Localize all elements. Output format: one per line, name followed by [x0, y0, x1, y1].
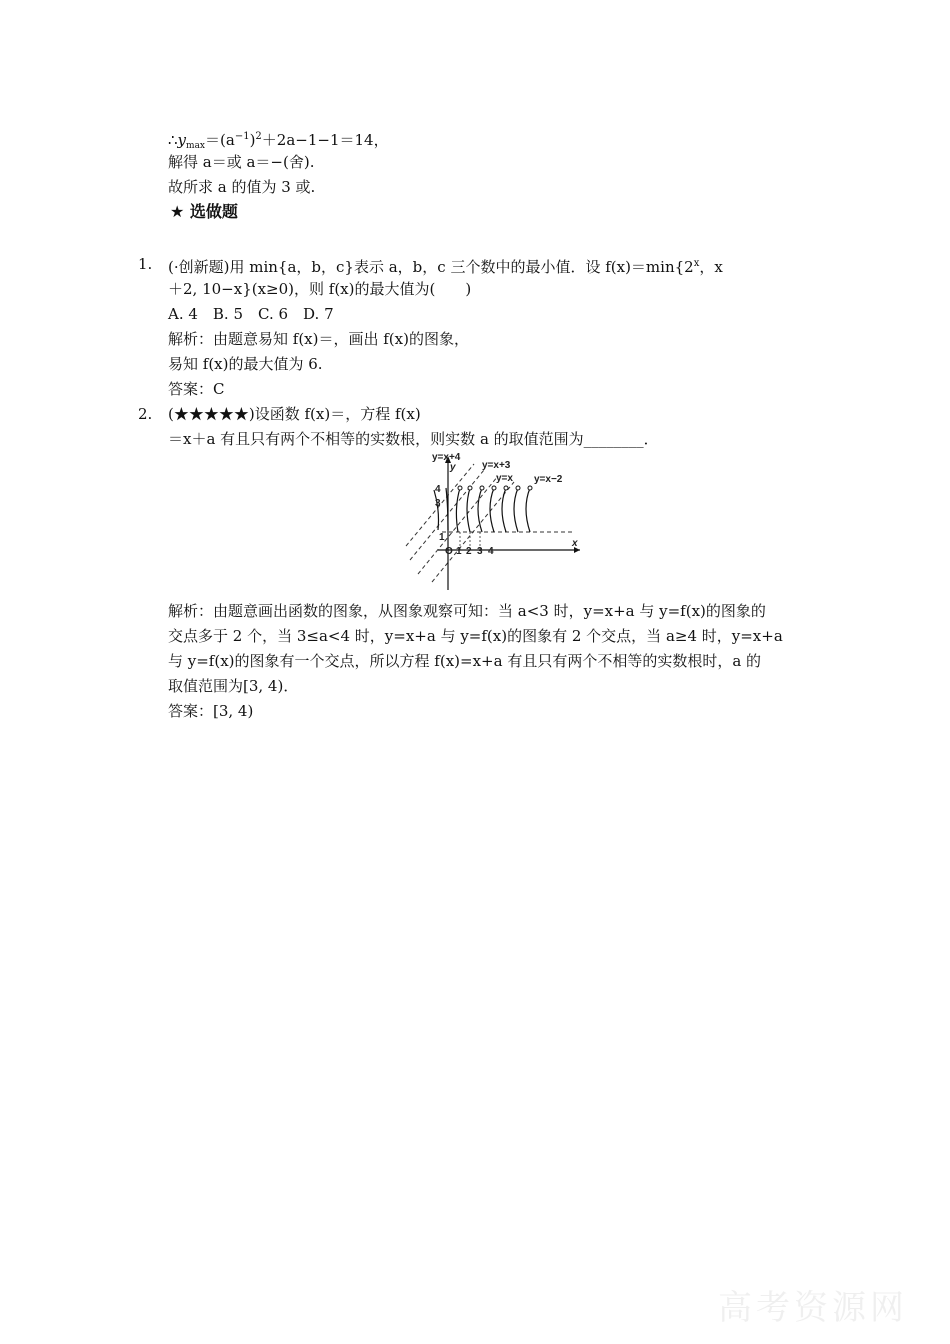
q2-analysis-line4: 取值范围为[3, 4)．	[168, 677, 299, 695]
q2-number: 2.	[138, 405, 153, 423]
q1-analysis-line2: 易知 f(x)的最大值为 6.	[168, 355, 323, 373]
q1-stem-line1: (·创新题)用 min{a，b，c}表示 a，b，c 三个数中的最小值．设 $f(x)=\min\{2^x$，x	[168, 258, 723, 276]
label-x3: 3	[477, 546, 483, 557]
label-x4: 4	[488, 546, 494, 557]
q2-analysis-line1: 解析：由题意画出函数的图象，从图象观察可知：当 a<3 时，y=x+a 与 y=f(x)的图象的	[168, 602, 766, 620]
q1-stem-line2: ＋2, 10−x}(x≥0)，则 f(x)的最大值为( )	[168, 280, 472, 298]
solution-line-result: 故所求 a 的值为 3 或.	[168, 178, 316, 196]
label-x2: 2	[466, 546, 472, 557]
label-y-x-plus-3: y=x+3	[482, 460, 511, 471]
q1-answer: 答案：C	[168, 380, 225, 398]
label-y-x-plus-4: y=x+4	[432, 452, 461, 463]
q2-function-graph	[402, 450, 584, 592]
q1-number: 1.	[138, 255, 153, 273]
solution-line-solve: 解得 a＝或 a＝−(舍).	[168, 153, 315, 171]
watermark: 高考资源网	[718, 1288, 908, 1328]
section-heading: ★ 选做题	[170, 202, 238, 221]
q1-analysis-line1: 解析：由题意易知 f(x)＝，画出 f(x)的图象，	[168, 330, 469, 348]
label-x1: 1	[456, 546, 462, 557]
q2-stem-line1: (★★★★★)设函数 f(x)＝，方程 f(x)	[168, 405, 421, 423]
q2-analysis-line3: 与 y=f(x)的图象有一个交点，所以方程 f(x)=x+a 有且只有两个不相等的实数根时，a 的	[168, 652, 762, 670]
label-tick-4: 4	[435, 484, 441, 495]
label-y-x-minus-2: y=x−2	[534, 474, 563, 485]
q2-answer: 答案：[3, 4)	[168, 702, 254, 720]
open-endpoints	[458, 486, 532, 490]
label-x-axis: x	[572, 538, 578, 549]
q2-stem-line2: ＝x＋a 有且只有两个不相等的实数根，则实数 a 的取值范围为________．	[168, 430, 659, 448]
label-y-axis: y	[450, 462, 456, 473]
label-tick-3: 3	[435, 498, 441, 509]
label-origin: O	[445, 546, 453, 557]
label-tick-1: 1	[439, 532, 445, 543]
label-y-x: y=x	[496, 473, 513, 484]
solution-line-ymax: $\therefore y_{max}=(a^{-1})^2+2a-1-1=14$，	[168, 131, 389, 151]
q1-options: A. 4 B. 5 C. 6 D. 7	[168, 305, 334, 323]
q2-analysis-line2: 交点多于 2 个，当 3≤a<4 时，y=x+a 与 y=f(x)的图象有 2 个交点，当 a≥4 时，y=x+a	[168, 627, 783, 645]
